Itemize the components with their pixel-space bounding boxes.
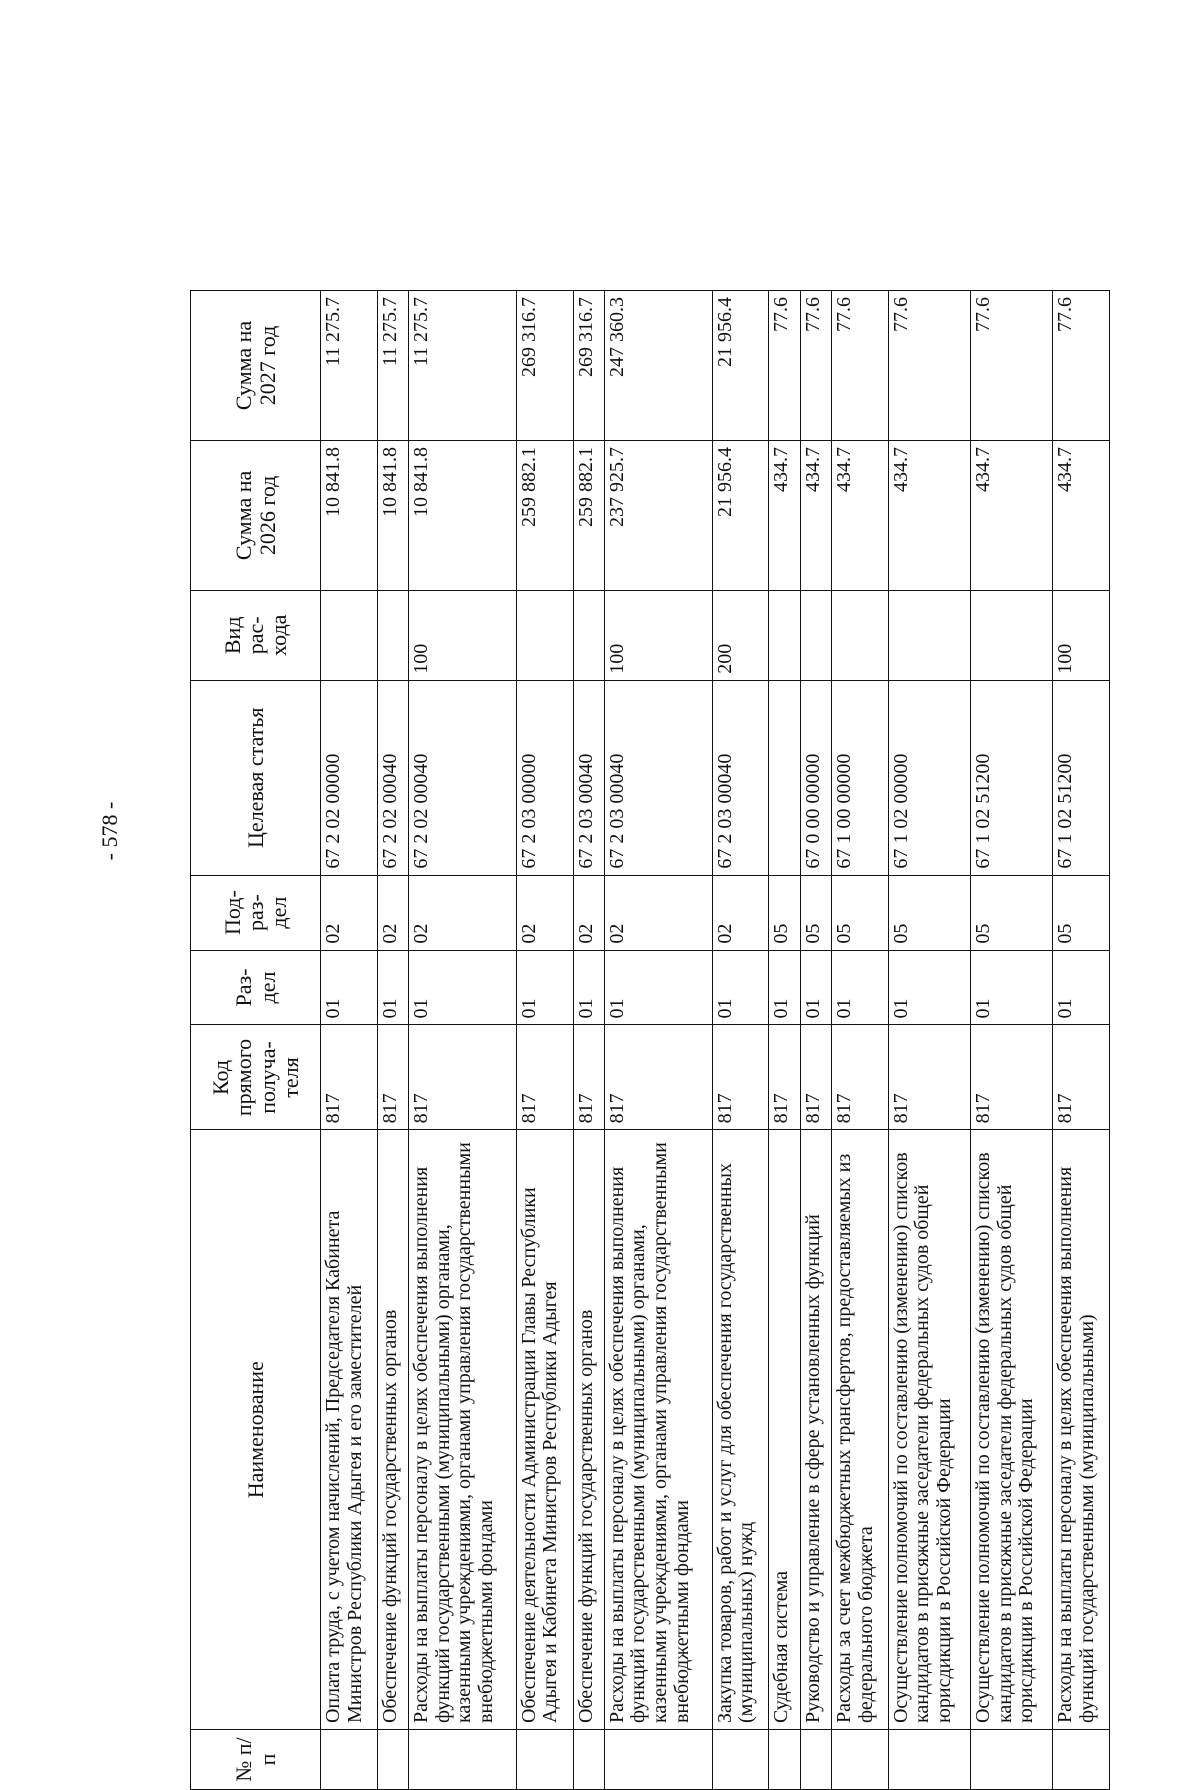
cell-sum2027: 11 275.7 bbox=[321, 291, 378, 441]
cell-no bbox=[321, 1730, 378, 1790]
cell-no bbox=[409, 1730, 517, 1790]
cell-name: Расходы на выплаты персоналу в целях обеспечения выполнения функций государственными (муниципальными) органами, казенными учреждениями, органами управления государственными внебюджетными фондами bbox=[409, 1130, 517, 1730]
cell-name: Расходы за счет межбюджетных трансфертов, предоставляемых из федерального бюджета bbox=[831, 1130, 888, 1730]
cell-sum2027: 77.6 bbox=[888, 291, 970, 441]
cell-code: 817 bbox=[604, 1025, 712, 1130]
cell-sum2027: 11 275.7 bbox=[377, 291, 408, 441]
table-row bbox=[970, 291, 1052, 1790]
cell-sum2026: 434.7 bbox=[970, 440, 1052, 590]
cell-razdel: 01 bbox=[1053, 950, 1110, 1025]
cell-no bbox=[377, 1730, 408, 1790]
cell-celevaya: 67 2 02 00040 bbox=[409, 680, 517, 875]
cell-vid: 100 bbox=[604, 590, 712, 680]
cell-sum2026: 237 925.7 bbox=[604, 440, 712, 590]
cell-celevaya: 67 2 02 00000 bbox=[321, 680, 378, 875]
cell-razdel: 01 bbox=[888, 950, 970, 1025]
cell-name: Руководство и управление в сфере установленных функций bbox=[800, 1130, 831, 1730]
cell-sum2026: 434.7 bbox=[831, 440, 888, 590]
page-number: - 578 - bbox=[97, 801, 122, 861]
cell-vid bbox=[970, 590, 1052, 680]
cell-name: Обеспечение функций государственных органов bbox=[377, 1130, 408, 1730]
cell-podrazdel: 05 bbox=[1053, 875, 1110, 950]
cell-vid: 200 bbox=[712, 590, 769, 680]
cell-sum2027: 77.6 bbox=[831, 291, 888, 441]
header-name: Наименование bbox=[191, 1130, 321, 1730]
cell-name: Судебная система bbox=[769, 1130, 800, 1730]
cell-celevaya: 67 1 00 00000 bbox=[831, 680, 888, 875]
cell-sum2027: 269 316.7 bbox=[516, 291, 573, 441]
cell-razdel: 01 bbox=[712, 950, 769, 1025]
cell-name: Обеспечение функций государственных органов bbox=[573, 1130, 604, 1730]
cell-vid bbox=[516, 590, 573, 680]
cell-podrazdel: 05 bbox=[970, 875, 1052, 950]
table-body bbox=[321, 291, 1110, 1790]
cell-razdel: 01 bbox=[800, 950, 831, 1025]
cell-no bbox=[604, 1730, 712, 1790]
cell-name: Расходы на выплаты персоналу в целях обеспечения выполнения функций государственными (муниципальными) bbox=[1053, 1130, 1110, 1730]
table-header-row bbox=[191, 291, 321, 1790]
cell-celevaya: 67 2 02 00040 bbox=[377, 680, 408, 875]
cell-sum2026: 434.7 bbox=[888, 440, 970, 590]
cell-sum2026: 259 882.1 bbox=[573, 440, 604, 590]
cell-razdel: 01 bbox=[970, 950, 1052, 1025]
cell-razdel: 01 bbox=[321, 950, 378, 1025]
header-razdel: Раз-дел bbox=[191, 950, 321, 1025]
cell-sum2027: 77.6 bbox=[769, 291, 800, 441]
cell-code: 817 bbox=[712, 1025, 769, 1130]
cell-vid bbox=[831, 590, 888, 680]
cell-sum2027: 247 360.3 bbox=[604, 291, 712, 441]
table-row bbox=[604, 291, 712, 1790]
cell-sum2026: 10 841.8 bbox=[409, 440, 517, 590]
header-celevaya: Целевая статья bbox=[191, 680, 321, 875]
cell-celevaya: 67 2 03 00040 bbox=[712, 680, 769, 875]
table-row bbox=[831, 291, 888, 1790]
cell-code: 817 bbox=[888, 1025, 970, 1130]
header-vid: Вид рас-хода bbox=[191, 590, 321, 680]
cell-celevaya: 67 2 03 00040 bbox=[573, 680, 604, 875]
cell-podrazdel: 05 bbox=[888, 875, 970, 950]
cell-no bbox=[888, 1730, 970, 1790]
cell-sum2026: 434.7 bbox=[800, 440, 831, 590]
cell-vid: 100 bbox=[409, 590, 517, 680]
cell-razdel: 01 bbox=[604, 950, 712, 1025]
cell-no bbox=[800, 1730, 831, 1790]
table-row bbox=[888, 291, 970, 1790]
cell-sum2026: 10 841.8 bbox=[377, 440, 408, 590]
cell-razdel: 01 bbox=[573, 950, 604, 1025]
cell-razdel: 01 bbox=[769, 950, 800, 1025]
cell-vid bbox=[800, 590, 831, 680]
cell-code: 817 bbox=[800, 1025, 831, 1130]
cell-no bbox=[573, 1730, 604, 1790]
cell-code: 817 bbox=[970, 1025, 1052, 1130]
cell-sum2026: 434.7 bbox=[769, 440, 800, 590]
cell-name: Осуществление полномочий по составлению (изменению) списков кандидатов в присяжные заседатели федеральных судов общей юрисдикции в Российской Федерации bbox=[970, 1130, 1052, 1730]
cell-podrazdel: 05 bbox=[831, 875, 888, 950]
cell-name: Закупка товаров, работ и услуг для обеспечения государственных (муниципальных) нужд bbox=[712, 1130, 769, 1730]
cell-sum2027: 77.6 bbox=[1053, 291, 1110, 441]
table-row bbox=[712, 291, 769, 1790]
cell-celevaya: 67 2 03 00040 bbox=[604, 680, 712, 875]
header-no: № п/п bbox=[191, 1730, 321, 1790]
cell-name: Расходы на выплаты персоналу в целях обеспечения выполнения функций государственными (муниципальными) органами, казенными учреждениями, органами управления государственными внебюджетными фондами bbox=[604, 1130, 712, 1730]
header-sum2026: Сумма на 2026 год bbox=[191, 440, 321, 590]
cell-sum2026: 21 956.4 bbox=[712, 440, 769, 590]
cell-code: 817 bbox=[1053, 1025, 1110, 1130]
cell-no bbox=[1053, 1730, 1110, 1790]
cell-no bbox=[831, 1730, 888, 1790]
cell-vid: 100 bbox=[1053, 590, 1110, 680]
cell-podrazdel: 05 bbox=[800, 875, 831, 950]
cell-celevaya bbox=[769, 680, 800, 875]
cell-razdel: 01 bbox=[377, 950, 408, 1025]
cell-vid bbox=[573, 590, 604, 680]
cell-podrazdel: 02 bbox=[321, 875, 378, 950]
cell-razdel: 01 bbox=[516, 950, 573, 1025]
cell-celevaya: 67 1 02 51200 bbox=[1053, 680, 1110, 875]
cell-celevaya: 67 0 00 00000 bbox=[800, 680, 831, 875]
cell-code: 817 bbox=[831, 1025, 888, 1130]
cell-sum2027: 11 275.7 bbox=[409, 291, 517, 441]
cell-code: 817 bbox=[516, 1025, 573, 1130]
cell-vid bbox=[321, 590, 378, 680]
table-row bbox=[1053, 291, 1110, 1790]
cell-name: Обеспечение деятельности Администрации Главы Республики Адыгея и Кабинета Министров Республики Адыгея bbox=[516, 1130, 573, 1730]
cell-sum2026: 434.7 bbox=[1053, 440, 1110, 590]
cell-no bbox=[712, 1730, 769, 1790]
cell-code: 817 bbox=[377, 1025, 408, 1130]
cell-sum2027: 77.6 bbox=[970, 291, 1052, 441]
header-sum2027: Сумма на 2027 год bbox=[191, 291, 321, 441]
cell-vid bbox=[377, 590, 408, 680]
table-row bbox=[409, 291, 517, 1790]
cell-vid bbox=[888, 590, 970, 680]
cell-podrazdel: 02 bbox=[409, 875, 517, 950]
cell-code: 817 bbox=[573, 1025, 604, 1130]
cell-no bbox=[516, 1730, 573, 1790]
cell-celevaya: 67 1 02 51200 bbox=[970, 680, 1052, 875]
cell-no bbox=[769, 1730, 800, 1790]
cell-podrazdel: 02 bbox=[604, 875, 712, 950]
table-row bbox=[516, 291, 573, 1790]
cell-sum2026: 10 841.8 bbox=[321, 440, 378, 590]
budget-table bbox=[190, 290, 1110, 1790]
header-podrazdel: Под-раз-дел bbox=[191, 875, 321, 950]
cell-razdel: 01 bbox=[831, 950, 888, 1025]
cell-celevaya: 67 1 02 00000 bbox=[888, 680, 970, 875]
header-code: Код прямого получа-теля bbox=[191, 1025, 321, 1130]
cell-code: 817 bbox=[321, 1025, 378, 1130]
cell-podrazdel: 02 bbox=[573, 875, 604, 950]
cell-sum2027: 21 956.4 bbox=[712, 291, 769, 441]
cell-sum2026: 259 882.1 bbox=[516, 440, 573, 590]
cell-vid bbox=[769, 590, 800, 680]
cell-code: 817 bbox=[409, 1025, 517, 1130]
table-row bbox=[321, 291, 378, 1790]
cell-podrazdel: 02 bbox=[712, 875, 769, 950]
cell-sum2027: 77.6 bbox=[800, 291, 831, 441]
table-row bbox=[800, 291, 831, 1790]
cell-code: 817 bbox=[769, 1025, 800, 1130]
cell-celevaya: 67 2 03 00000 bbox=[516, 680, 573, 875]
cell-name: Осуществление полномочий по составлению (изменению) списков кандидатов в присяжные заседатели федеральных судов общей юрисдикции в Российской Федерации bbox=[888, 1130, 970, 1730]
cell-sum2027: 269 316.7 bbox=[573, 291, 604, 441]
cell-no bbox=[970, 1730, 1052, 1790]
table-row bbox=[769, 291, 800, 1790]
table-row bbox=[377, 291, 408, 1790]
cell-podrazdel: 05 bbox=[769, 875, 800, 950]
cell-podrazdel: 02 bbox=[377, 875, 408, 950]
table-row bbox=[573, 291, 604, 1790]
cell-name: Оплата труда, с учетом начислений, Председателя Кабинета Министров Республики Адыгея и его заместителей bbox=[321, 1130, 378, 1730]
rotated-table-container bbox=[190, 290, 1110, 1790]
cell-podrazdel: 02 bbox=[516, 875, 573, 950]
cell-razdel: 01 bbox=[409, 950, 517, 1025]
